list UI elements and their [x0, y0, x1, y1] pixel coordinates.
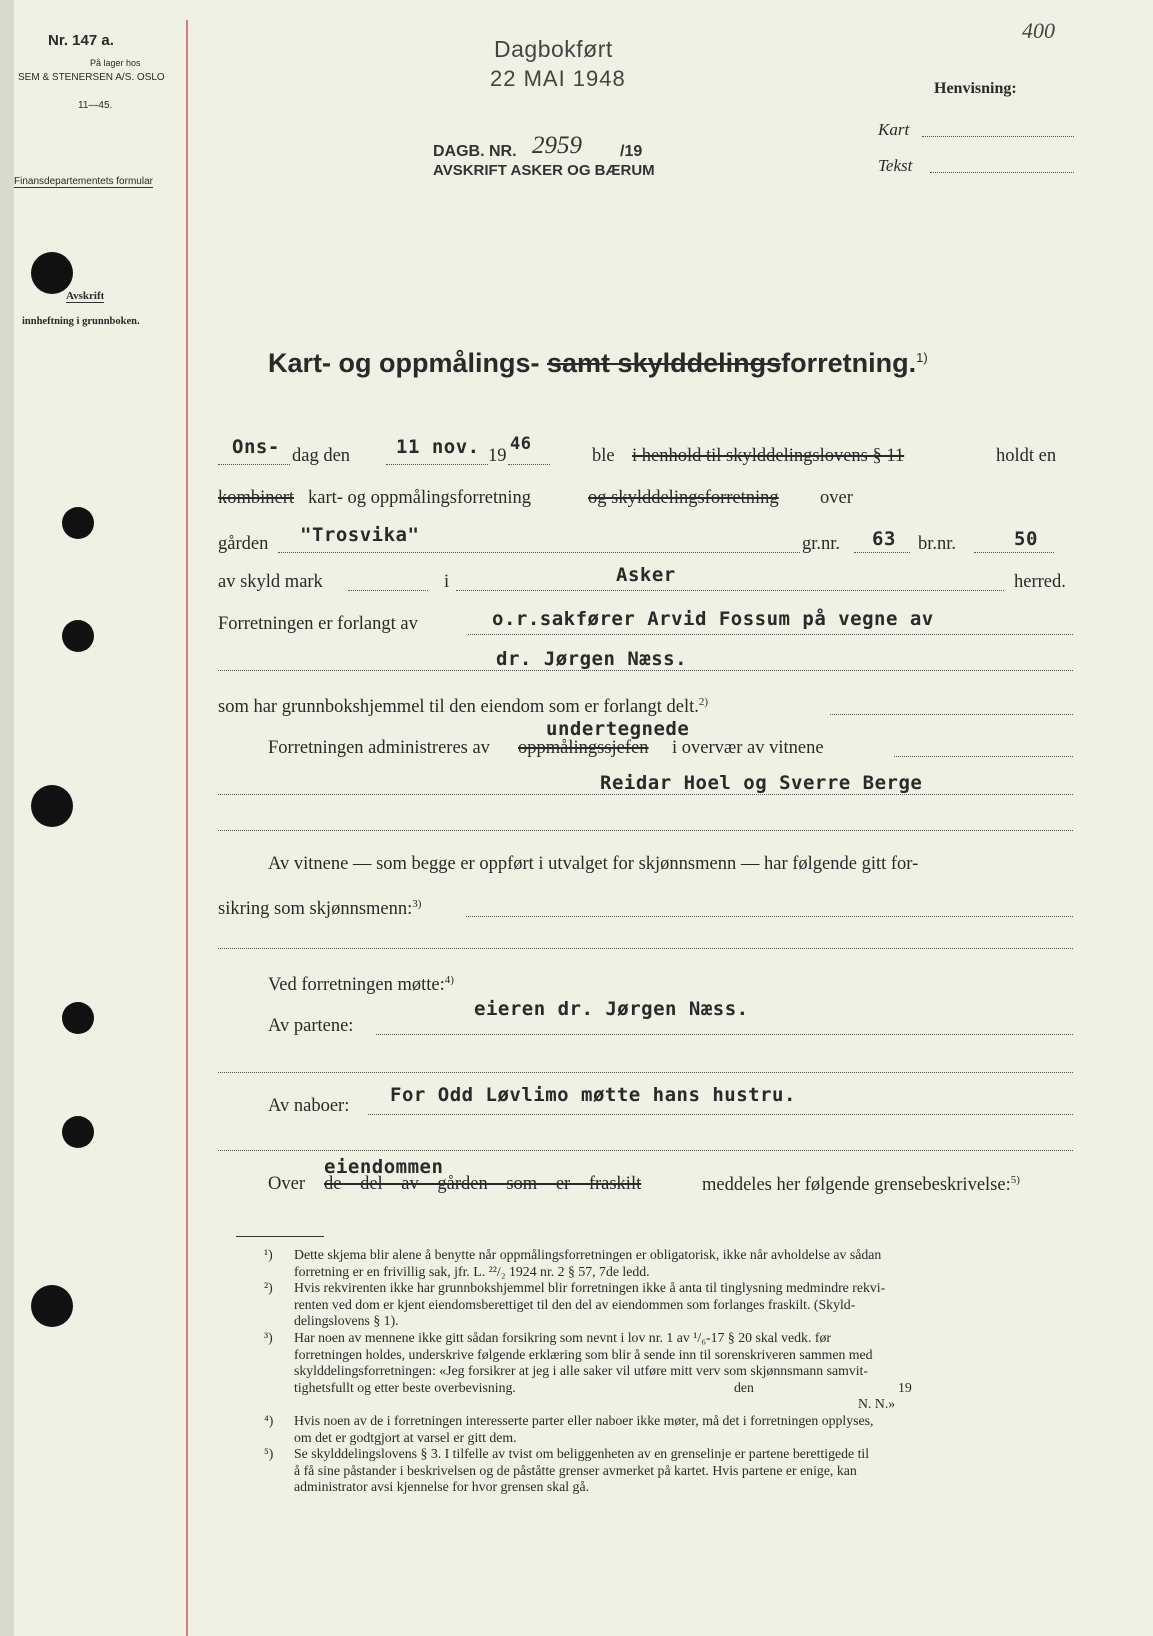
form-line-partene — [268, 998, 1073, 1042]
henvisning-kart: Kart — [878, 120, 910, 139]
title-part1: Kart- og oppmålings- — [268, 348, 540, 378]
fill-line — [468, 634, 1073, 635]
brnr-value: 50 — [1014, 528, 1038, 550]
fill-line — [894, 756, 1073, 757]
hjemmel-note: 2) — [698, 696, 709, 708]
stamp-dagb-label: DAGB. NR. — [433, 143, 517, 160]
herred-label: herred. — [1014, 572, 1066, 592]
margin-line — [186, 20, 188, 1636]
henvisning-tekst-line — [930, 172, 1074, 173]
form-line-motte — [268, 974, 454, 996]
fill-line — [508, 464, 550, 465]
footnote-line: administrator avsi kjennelse for hvor grensen skal gå. — [294, 1479, 590, 1495]
form-line-admin — [268, 718, 1073, 764]
fill-line — [278, 552, 800, 553]
forlangt-label: Forretningen er forlangt av — [218, 614, 418, 634]
footnote-mark: ²) — [264, 1280, 273, 1296]
forlangt-value-2: dr. Jørgen Næss. — [496, 648, 688, 670]
form-line-forsikring: Av vitnene — som begge er oppført i utvalget for skjønnsmenn — har følgende gitt for- — [268, 854, 919, 874]
avskrift-label: Avskrift — [66, 290, 105, 302]
footnote-mark: ⁵) — [264, 1446, 274, 1462]
footnotes — [264, 1247, 1080, 1496]
grense-note: 5) — [1010, 1174, 1020, 1186]
title-part2: forretning. — [781, 348, 917, 378]
footnote-line: Har noen av mennene ikke gitt sådan forsikring som nevnt i lov nr. 1 av ¹/₆-17 § 20 skal vedk. før — [294, 1329, 831, 1345]
partene-value: eieren dr. Jørgen Næss. — [474, 998, 749, 1020]
forsikring-note: 3) — [412, 898, 422, 910]
innheftning-label: innheftning i grunnboken. — [22, 316, 140, 327]
grense: meddeles her følgende grensebeskrivelse: — [702, 1175, 1011, 1196]
fill-line — [386, 464, 488, 465]
publisher-line1: På lager hos — [90, 58, 141, 68]
footnote-4 — [264, 1412, 1080, 1446]
dag-den: dag den — [292, 446, 351, 466]
punch-hole — [62, 620, 94, 652]
henvisning-title: Henvisning: — [934, 80, 1017, 97]
form-line-type — [218, 486, 1073, 516]
footnote-line: renten ved dom er kjent eiendomsberettiget til den del av eiendommen som forlanges fraskilt. (Skyld- — [294, 1296, 856, 1312]
footnote-line: Hvis noen av de i forretningen interesserte parter eller naboer ikke møter, må det i forretningen opplyses, — [294, 1412, 874, 1428]
fill-line — [466, 916, 1073, 917]
weekday: Ons- — [232, 436, 280, 458]
form-line-forlangt-2 — [218, 648, 1073, 678]
fill-line — [218, 794, 1073, 795]
grense-text — [702, 1174, 1020, 1196]
footnote-line: forretningen holdes, underskrive følgende erklæring som blir å sende inn til sorenskriveren sammen med — [294, 1346, 873, 1362]
fill-line — [218, 464, 290, 465]
year-suffix: 46 — [510, 434, 532, 454]
over-inserted: eiendommen — [324, 1156, 444, 1178]
henvisning-tekst: Tekst — [878, 156, 913, 175]
title-note: 1) — [916, 350, 928, 365]
form-line-vitner — [218, 772, 1073, 802]
holdt-en: holdt en — [996, 446, 1057, 466]
kart-og: kart- og oppmålingsforretning — [308, 488, 531, 508]
footnote-line: om det er godtgjort at varsel er gitt dem. — [294, 1429, 517, 1445]
footnote-line-with-date — [294, 1380, 1080, 1397]
skyld-label: av skyld mark — [218, 572, 323, 592]
punch-hole — [62, 1002, 94, 1034]
fill-line — [348, 590, 428, 591]
forlangt-value-1: o.r.sakfører Arvid Fossum på vegne av — [492, 608, 934, 630]
naboer-label: Av naboer: — [268, 1096, 350, 1116]
i-label: i — [444, 572, 450, 592]
print-code: 11—45. — [78, 100, 113, 111]
footnote-1 — [264, 1247, 1080, 1280]
stamp-avskrift: AVSKRIFT ASKER OG BÆRUM — [433, 162, 655, 179]
form-title — [268, 348, 928, 379]
page-edge-shadow — [0, 0, 14, 1636]
footnote-den: den — [734, 1379, 754, 1395]
over-struck: de del av gården som er fraskilt — [324, 1174, 642, 1194]
og-skyld-struck: og skylddelingsforretning — [588, 488, 779, 508]
ble: ble — [592, 446, 615, 466]
punch-hole — [31, 252, 73, 294]
punch-hole — [62, 1116, 94, 1148]
footnote-3 — [264, 1329, 1080, 1413]
motte: Ved forretningen møtte: — [268, 975, 445, 996]
fill-line — [368, 1114, 1073, 1115]
footnote-line: Dette skjema blir alene å benytte når oppmålingsforretningen er obligatorisk, ikke når avholdelse av sådan — [294, 1247, 882, 1262]
footnote-mark: ⁴) — [264, 1412, 274, 1428]
date-value: 11 nov. — [396, 436, 480, 458]
footnote-mark: ³) — [264, 1329, 273, 1345]
footnote-5 — [264, 1446, 1080, 1496]
partene-label: Av partene: — [268, 1016, 354, 1036]
over: over — [820, 488, 853, 508]
brnr-label: br.nr. — [918, 534, 957, 554]
publisher-line2: SEM & STENERSEN A/S. OSLO — [18, 72, 165, 83]
fill-line — [218, 1150, 1073, 1151]
footnote-mark: ¹) — [264, 1247, 273, 1262]
footnote-line: tighetsfullt og etter beste overbevisning. — [294, 1379, 516, 1395]
fill-line — [830, 714, 1073, 715]
form-line-date — [218, 434, 1073, 474]
fill-line — [456, 590, 1004, 591]
garden-label: gården — [218, 534, 269, 554]
form-line-forlangt — [218, 610, 1073, 640]
vitner-value: Reidar Hoel og Sverre Berge — [600, 772, 923, 794]
footnote-nn: N. N.» — [858, 1396, 896, 1412]
fill-line — [218, 830, 1073, 831]
garden-name: "Trosvika" — [300, 524, 420, 546]
footnote-line: Hvis rekvirenten ikke har grunnbokshjemmel blir forretningen ikke å anta til tinglysning medmindre rekvi- — [294, 1280, 886, 1296]
fill-line — [854, 552, 910, 553]
form-line-skyld — [218, 564, 1073, 598]
hjemmel: som har grunnbokshjemmel til den eiendom som er forlangt delt. — [218, 697, 699, 718]
forsikring-line2: sikring som skjønnsmenn: — [218, 899, 413, 920]
hjemmel-text — [218, 696, 708, 718]
stamp-dagb-number: 2959 — [532, 132, 582, 159]
stamp-dagb-year: /19 — [620, 143, 643, 160]
kombinert-struck: kombinert — [218, 488, 295, 508]
fill-line — [218, 1072, 1073, 1073]
form-line-garden — [218, 524, 1073, 558]
fill-line — [218, 948, 1073, 949]
footnote-separator — [236, 1236, 324, 1237]
form-line-over — [268, 1156, 1073, 1198]
fill-line — [376, 1034, 1073, 1035]
form-number: Nr. 147 a. — [48, 32, 114, 49]
motte-note: 4) — [444, 974, 454, 986]
footnote-line: delingslovens § 1). — [294, 1313, 399, 1329]
admin-label: Forretningen administreres av — [268, 738, 490, 758]
admin-rest: i overvær av vitnene — [672, 738, 824, 758]
stamp-date: 22 MAI 1948 — [490, 66, 626, 91]
footnote-line: å få sine påstander i beskrivelsen og de påståtte grenser avmerket på kartet. Hvis partene er enige, kan — [294, 1462, 857, 1478]
year-prefix: 19 — [488, 446, 507, 466]
naboer-value: For Odd Løvlimo møtte hans hustru. — [390, 1084, 796, 1106]
fill-line — [974, 552, 1054, 553]
forsikring-text — [218, 898, 421, 920]
admin-struck: oppmålingssjefen — [518, 738, 649, 758]
form-line-forsikring-2 — [218, 896, 1073, 926]
grnr-value: 63 — [872, 528, 896, 550]
footnote-line: skylddelingsforretningen: «Jeg forsikrer at jeg i alle saker vil utføre mitt verv som skjønnsmann samvit- — [294, 1363, 868, 1379]
footnote-line: Se skylddelingslovens § 3. I tilfelle av tvist om beliggenheten av en grenselinje er partene berettigede til — [294, 1446, 870, 1462]
henvisning-kart-line — [922, 136, 1074, 137]
stamp-dagbokfort: Dagbokført — [494, 36, 613, 62]
grnr-label: gr.nr. — [802, 534, 841, 554]
footnote-19: 19 — [898, 1379, 912, 1395]
punch-hole — [62, 507, 94, 539]
formular-label: Finansdepartementets formular — [14, 176, 153, 187]
fill-line — [218, 670, 1073, 671]
punch-hole — [31, 785, 73, 827]
form-line-naboer — [268, 1084, 1073, 1120]
over-label: Over — [268, 1174, 305, 1194]
ble-struck: i henhold til skylddelingslovens § 11 — [632, 446, 905, 466]
footnote-line: forretning er en frivillig sak, jfr. L. ²²/₂ 1924 nr. 2 § 57, 7de ledd. — [294, 1263, 650, 1279]
herred-name: Asker — [616, 564, 676, 586]
punch-hole — [31, 1285, 73, 1327]
footnote-2 — [264, 1280, 1080, 1330]
page-number: 400 — [1022, 18, 1055, 43]
title-struck: samt skylddelings — [547, 348, 782, 378]
admin-inserted: undertegnede — [546, 718, 690, 740]
